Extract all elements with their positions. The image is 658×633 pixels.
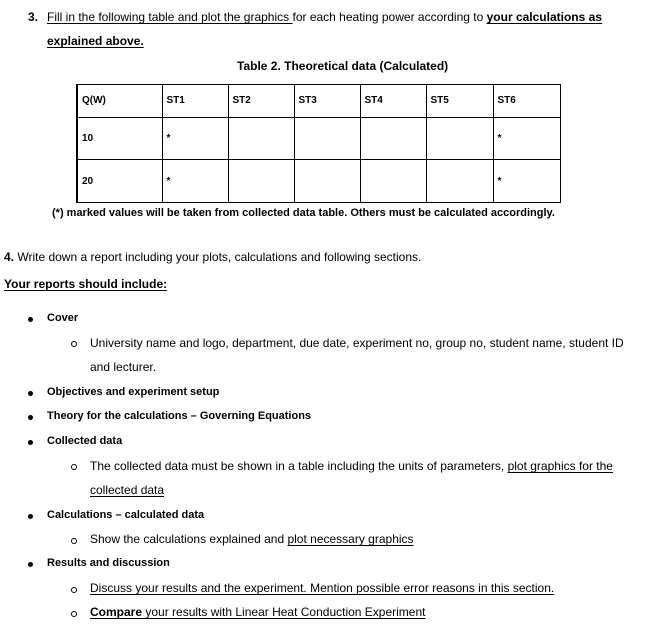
item-3-line2: explained above. [47, 34, 144, 48]
cover-sub-line2: and lecturer. [90, 360, 157, 374]
collected-sub-line2: collected data [90, 483, 165, 497]
table-row [77, 117, 560, 160]
circle-bullet-icon [71, 587, 77, 593]
results-sub2-rest: your results with Linear Heat Conduction Experiment [142, 605, 426, 619]
section-theory: Theory for the calculations – Governing Equations [47, 410, 312, 422]
item-4-number: 4. [4, 250, 15, 264]
section-objectives: Objectives and experiment setup [47, 386, 220, 398]
bullet-icon [28, 391, 33, 396]
table-cell [426, 160, 493, 203]
item-3-part2: for each heating power according to [292, 10, 487, 24]
table-header-cell: ST6 [493, 85, 560, 118]
collected-sub-part2: plot graphics for the [507, 459, 613, 473]
table-cell: 10 [77, 117, 162, 160]
table-cell [426, 117, 493, 160]
table-header-cell: ST4 [360, 85, 426, 118]
calc-sub-part1: Show the calculations explained and [90, 532, 288, 546]
item-3-text [47, 10, 602, 24]
item-3-part1: Fill in the following table and plot the graphics [47, 10, 293, 24]
bullet-icon [28, 440, 33, 445]
results-sub2-bold: Compare [90, 605, 143, 619]
cover-sub-line1: University name and logo, department, due date, experiment no, group no, student name, student ID [90, 336, 624, 350]
circle-bullet-icon [71, 464, 77, 470]
item-3-number: 3. [28, 10, 39, 24]
table-cell [294, 117, 360, 160]
table-header-cell: ST3 [294, 85, 360, 118]
results-sub2 [90, 605, 426, 619]
circle-bullet-icon [71, 538, 77, 544]
table-cell [360, 160, 426, 203]
reports-heading: Your reports should include: [4, 277, 168, 291]
bullet-icon [28, 415, 33, 420]
calc-sub-part2: plot necessary graphics [287, 532, 414, 546]
collected-sub-line1 [90, 459, 613, 473]
results-sub1: Discuss your results and the experiment. Mention possible error reasons in this section. [90, 581, 555, 595]
item-4 [4, 250, 421, 264]
table-header-cell: ST5 [426, 85, 493, 118]
section-collected: Collected data [47, 435, 123, 447]
table-cell [360, 117, 426, 160]
table-header-row [77, 85, 560, 118]
table-header-cell: ST1 [162, 85, 228, 118]
section-calculations: Calculations – calculated data [47, 509, 205, 521]
section-results: Results and discussion [47, 557, 170, 569]
bullet-icon [28, 317, 33, 322]
calc-sub-line [90, 532, 414, 546]
collected-sub-part1: The collected data must be shown in a table including the units of parameters, [90, 459, 508, 473]
bullet-icon [28, 514, 33, 519]
table-row [77, 160, 560, 203]
table-cell: * [162, 117, 228, 160]
table-header-cell: ST2 [228, 85, 294, 118]
circle-bullet-icon [71, 611, 77, 617]
table-cell [294, 160, 360, 203]
item-3-part3: your calculations as [486, 10, 602, 24]
table-header-cell: Q(W) [77, 85, 162, 118]
item-4-text: Write down a report including your plots, calculations and following sections. [14, 250, 422, 264]
table-note: (*) marked values will be taken from collected data table. Others must be calculated accordingly. [52, 207, 555, 219]
table-cell [228, 160, 294, 203]
bullet-icon [28, 562, 33, 567]
table-cell: 20 [77, 160, 162, 203]
theoretical-data-table [76, 84, 561, 203]
table-cell: * [493, 160, 560, 203]
table-caption: Table 2. Theoretical data (Calculated) [237, 59, 449, 73]
table-cell: * [493, 117, 560, 160]
table-cell: * [162, 160, 228, 203]
table-cell [228, 117, 294, 160]
circle-bullet-icon [71, 341, 77, 347]
section-cover: Cover [47, 312, 79, 324]
